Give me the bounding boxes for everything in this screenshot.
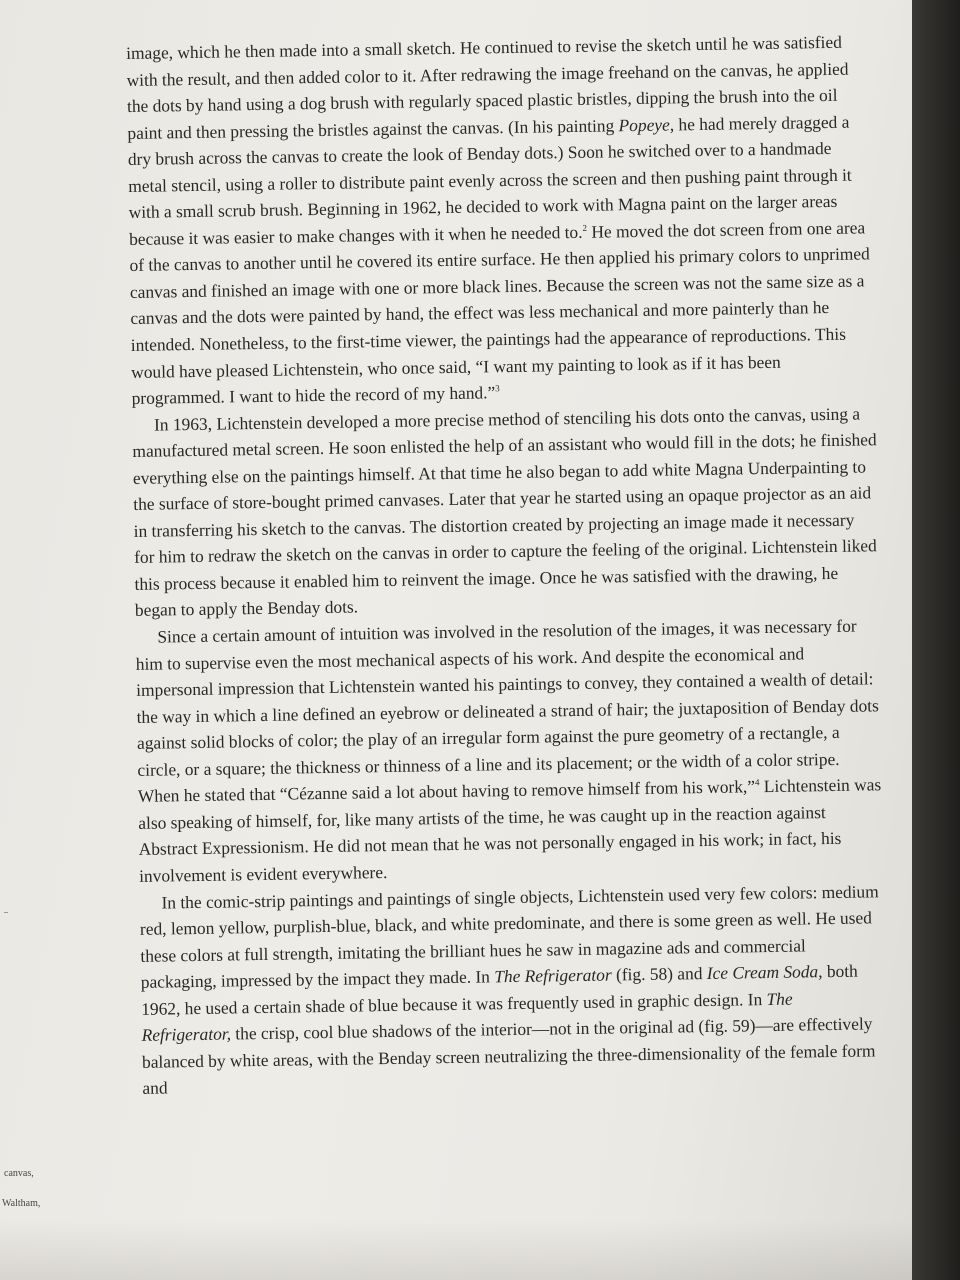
paragraph-4: In the comic-strip paintings and paintings of single objects, Lichtenstein used very few colors: medium red, lemon yellow, purplish-blue, black, and white predominate, and there is some green as well. He used these colors at full strength, imitating the brilliant hues he saw in magazine ads and commercial packaging, impressed by the impact they made. In The Refrigerator (fig. 58) and Ice Cream Soda, both 1962, he used a certain shade of blue because it was frequently used in graphic design. In The Refrigerator, the crisp, cool blue shadows of the interior—not in the original ad (fig. 59)—are effectively balanced by white areas, with the Benday screen neutralizing the three-dimensionality of the female form and: [139, 880, 879, 1099]
margin-mark: [4, 912, 8, 913]
title-the-refrigerator-2: The Refrigerator,: [141, 988, 793, 1046]
paragraph-3: Since a certain amount of intuition was involved in the resolution of the images, it was necessary for him to supervise even the most mechanical aspects of his work. And despite the economical and impersonal impression that Lichtenstein wanted his paintings to convey, they contained a wealth of detail: the way in which a line defined an eyebrow or delineated a strand of hair; the juxtaposition of Benday dots against solid blocks of color; the play of an irregular form against the pure geometry of a rectangle, a circle, or a square; the thickness or thinness of a line and its placement; or the width of a color stripe. When he stated that “Cézanne said a lot about having to remove himself from his work,”$^4$ Lichtenstein was also speaking of himself, for, like many artists of the time, he was caught up in the reaction against Abstract Expressionism. He did not mean that he was not personally engaged in his work; in fact, his involvement is evident everywhere.: [135, 615, 882, 886]
footnote-ref-3: 3: [495, 383, 500, 394]
page-edge-shadow: [912, 0, 960, 1280]
title-popeye: Popeye: [618, 114, 670, 135]
paragraph-1: image, which he then made into a small sketch. He continued to revise the sketch until he was satisfied with the result, and then added color to it. After redrawing the image freehand on the canvas, he applied the dots by hand using a dog brush with regularly spaced plastic bristles, dipping the brush into the oil paint and then pressing the bristles against the canvas. (In his painting Popeye, he had merely dragged a dry brush across the canvas to create the look of Benday dots.) Soon he switched over to a handmade metal stencil, using a roller to distribute paint evenly across the screen and then pushing paint through it with a small scrub brush. Beginning in 1962, he decided to work with Magna paint on the larger areas because it was easier to make changes with it when he needed to.$^2$ He moved the dot screen from one area of the canvas to another until he covered its entire surface. He then applied his primary colors to unprimed canvas and finished an image with one or more black lines. Because the screen was not the same size as a canvas and the dots were painted by hand, the effect was less mechanical and more painterly than he intended. Nonetheless, to the first-time viewer, the paintings had the appearance of reproductions. This would have pleased Lichtenstein, who once said, “I want my painting to look as if it has been programmed. I want to hide the record of my hand.”$^3$: [126, 31, 870, 409]
footnote-ref-2: 2: [582, 222, 588, 233]
body-text: [126, 28, 888, 1101]
title-ice-cream-soda: Ice Cream Soda,: [706, 961, 823, 984]
margin-note-1: canvas,: [4, 1168, 34, 1179]
title-the-refrigerator: The Refrigerator: [494, 964, 612, 987]
footnote-ref-4: 4: [754, 777, 760, 788]
margin-note-2: Waltham,: [2, 1198, 41, 1209]
paragraph-2: In 1963, Lichtenstein developed a more precise method of stenciling his dots onto the canvas, using a manufactured metal screen. He soon enlisted the help of an assistant who would fill in the dots; he finished everything else on the paintings himself. At that time he also began to add white Magna Underpainting to the surface of store-bought primed canvases. Later that year he started using an opaque projector as an aid in transferring his sketch to the canvas. The distortion created by projecting an image made it necessary for him to redraw the sketch on the canvas in order to capture the feeling of the original. Lichtenstein liked this process because it enabled him to reinvent the image. Once he was satisfied with the drawing, he began to apply the Benday dots.: [132, 403, 877, 621]
